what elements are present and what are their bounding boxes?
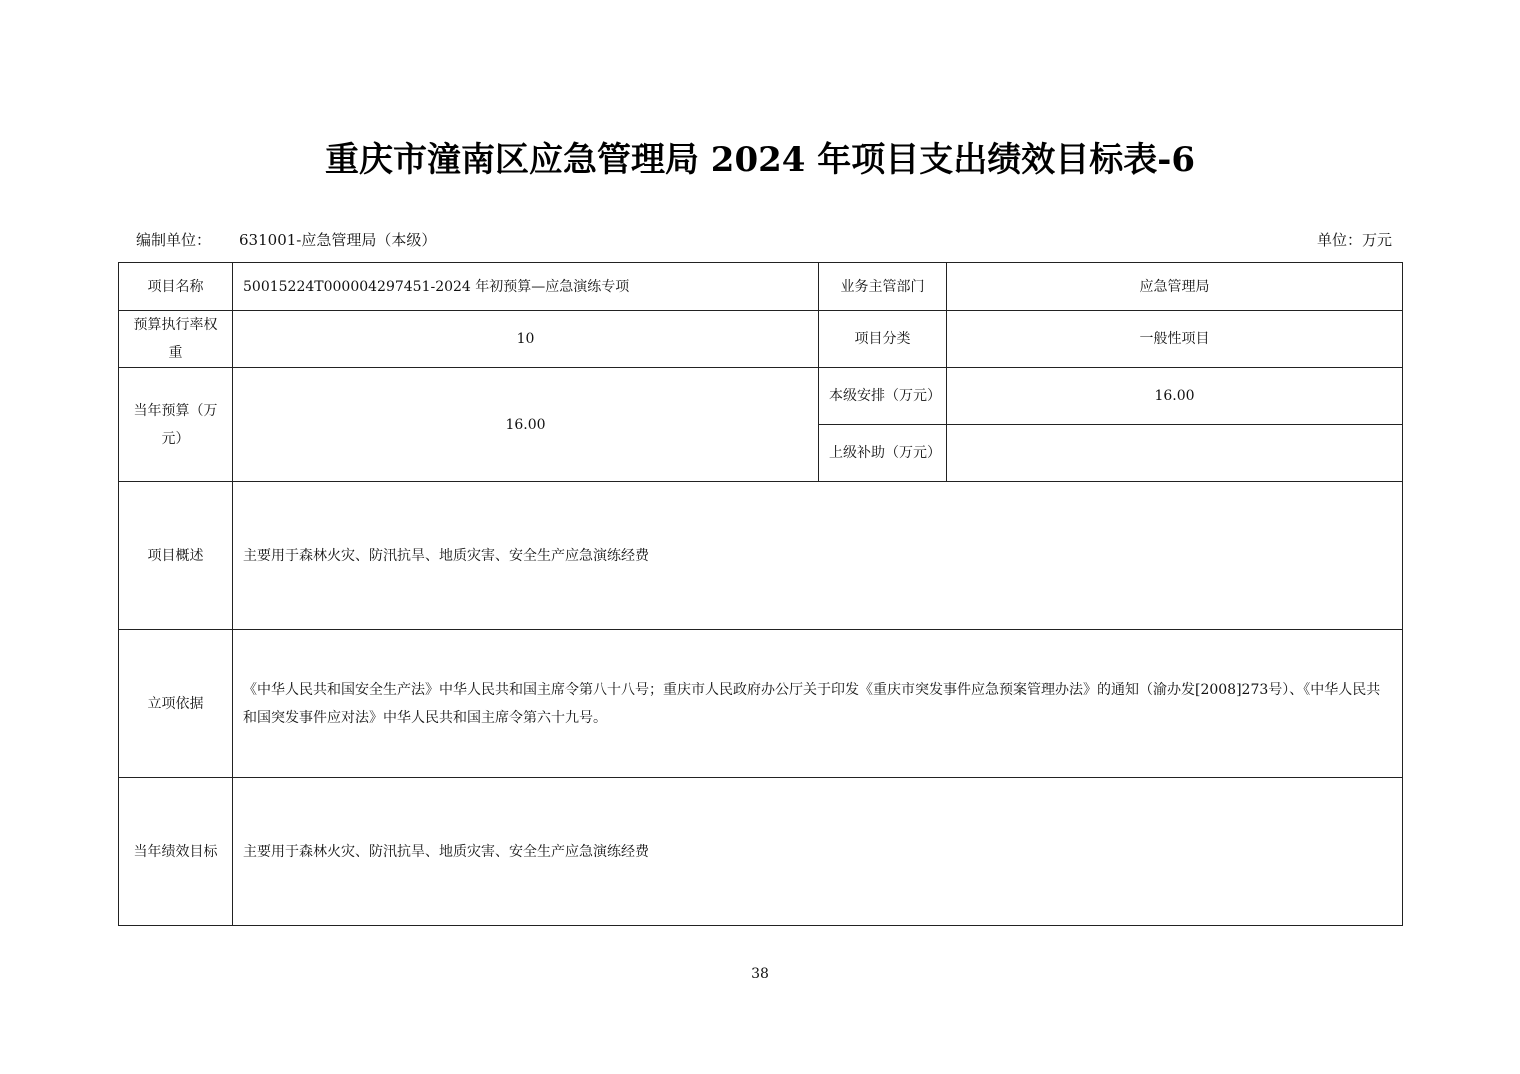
compiling-unit-value: 631001-应急管理局（本级）	[239, 231, 437, 249]
category-label: 项目分类	[819, 311, 947, 368]
page-title: 重庆市潼南区应急管理局 2024 年项目支出绩效目标表-6	[324, 140, 1196, 180]
table-row	[119, 368, 1403, 425]
currency-unit: 单位：万元	[1316, 231, 1392, 249]
superior-label: 上级补助（万元）	[819, 425, 947, 482]
local-value: 16.00	[947, 368, 1403, 425]
weight-label: 预算执行率权重	[119, 311, 233, 368]
goal-value: 主要用于森林火灾、防汛抗旱、地质灾害、安全生产应急演练经费	[233, 778, 1403, 926]
table-row	[119, 778, 1403, 926]
basis-label: 立项依据	[119, 630, 233, 778]
basis-value: 《中华人民共和国安全生产法》中华人民共和国主席令第八十八号；重庆市人民政府办公厅关于印发《重庆市突发事件应急预案管理办法》的通知（渝办发[2008]273号）、《中华人民共和国突发事件应对法》中华人民共和国主席令第六十九号。	[233, 630, 1403, 778]
goal-label: 当年绩效目标	[119, 778, 233, 926]
page-number: 38	[751, 966, 769, 982]
budget-value: 16.00	[233, 368, 819, 482]
table-row	[119, 311, 1403, 368]
compiling-unit	[136, 229, 436, 250]
performance-goal-table	[118, 262, 1403, 926]
table-row	[119, 630, 1403, 778]
overview-label: 项目概述	[119, 482, 233, 630]
weight-value: 10	[233, 311, 819, 368]
project-name-label: 项目名称	[119, 263, 233, 311]
dept-label: 业务主管部门	[819, 263, 947, 311]
local-label: 本级安排（万元）	[819, 368, 947, 425]
budget-label: 当年预算（万元）	[119, 368, 233, 482]
superior-value	[947, 425, 1403, 482]
table-row	[119, 482, 1403, 630]
project-name-value: 50015224T000004297451-2024 年初预算—应急演练专项	[233, 263, 819, 311]
dept-value: 应急管理局	[947, 263, 1403, 311]
compiling-unit-label: 编制单位：	[136, 231, 212, 249]
category-value: 一般性项目	[947, 311, 1403, 368]
table-row	[119, 263, 1403, 311]
overview-value: 主要用于森林火灾、防汛抗旱、地质灾害、安全生产应急演练经费	[233, 482, 1403, 630]
